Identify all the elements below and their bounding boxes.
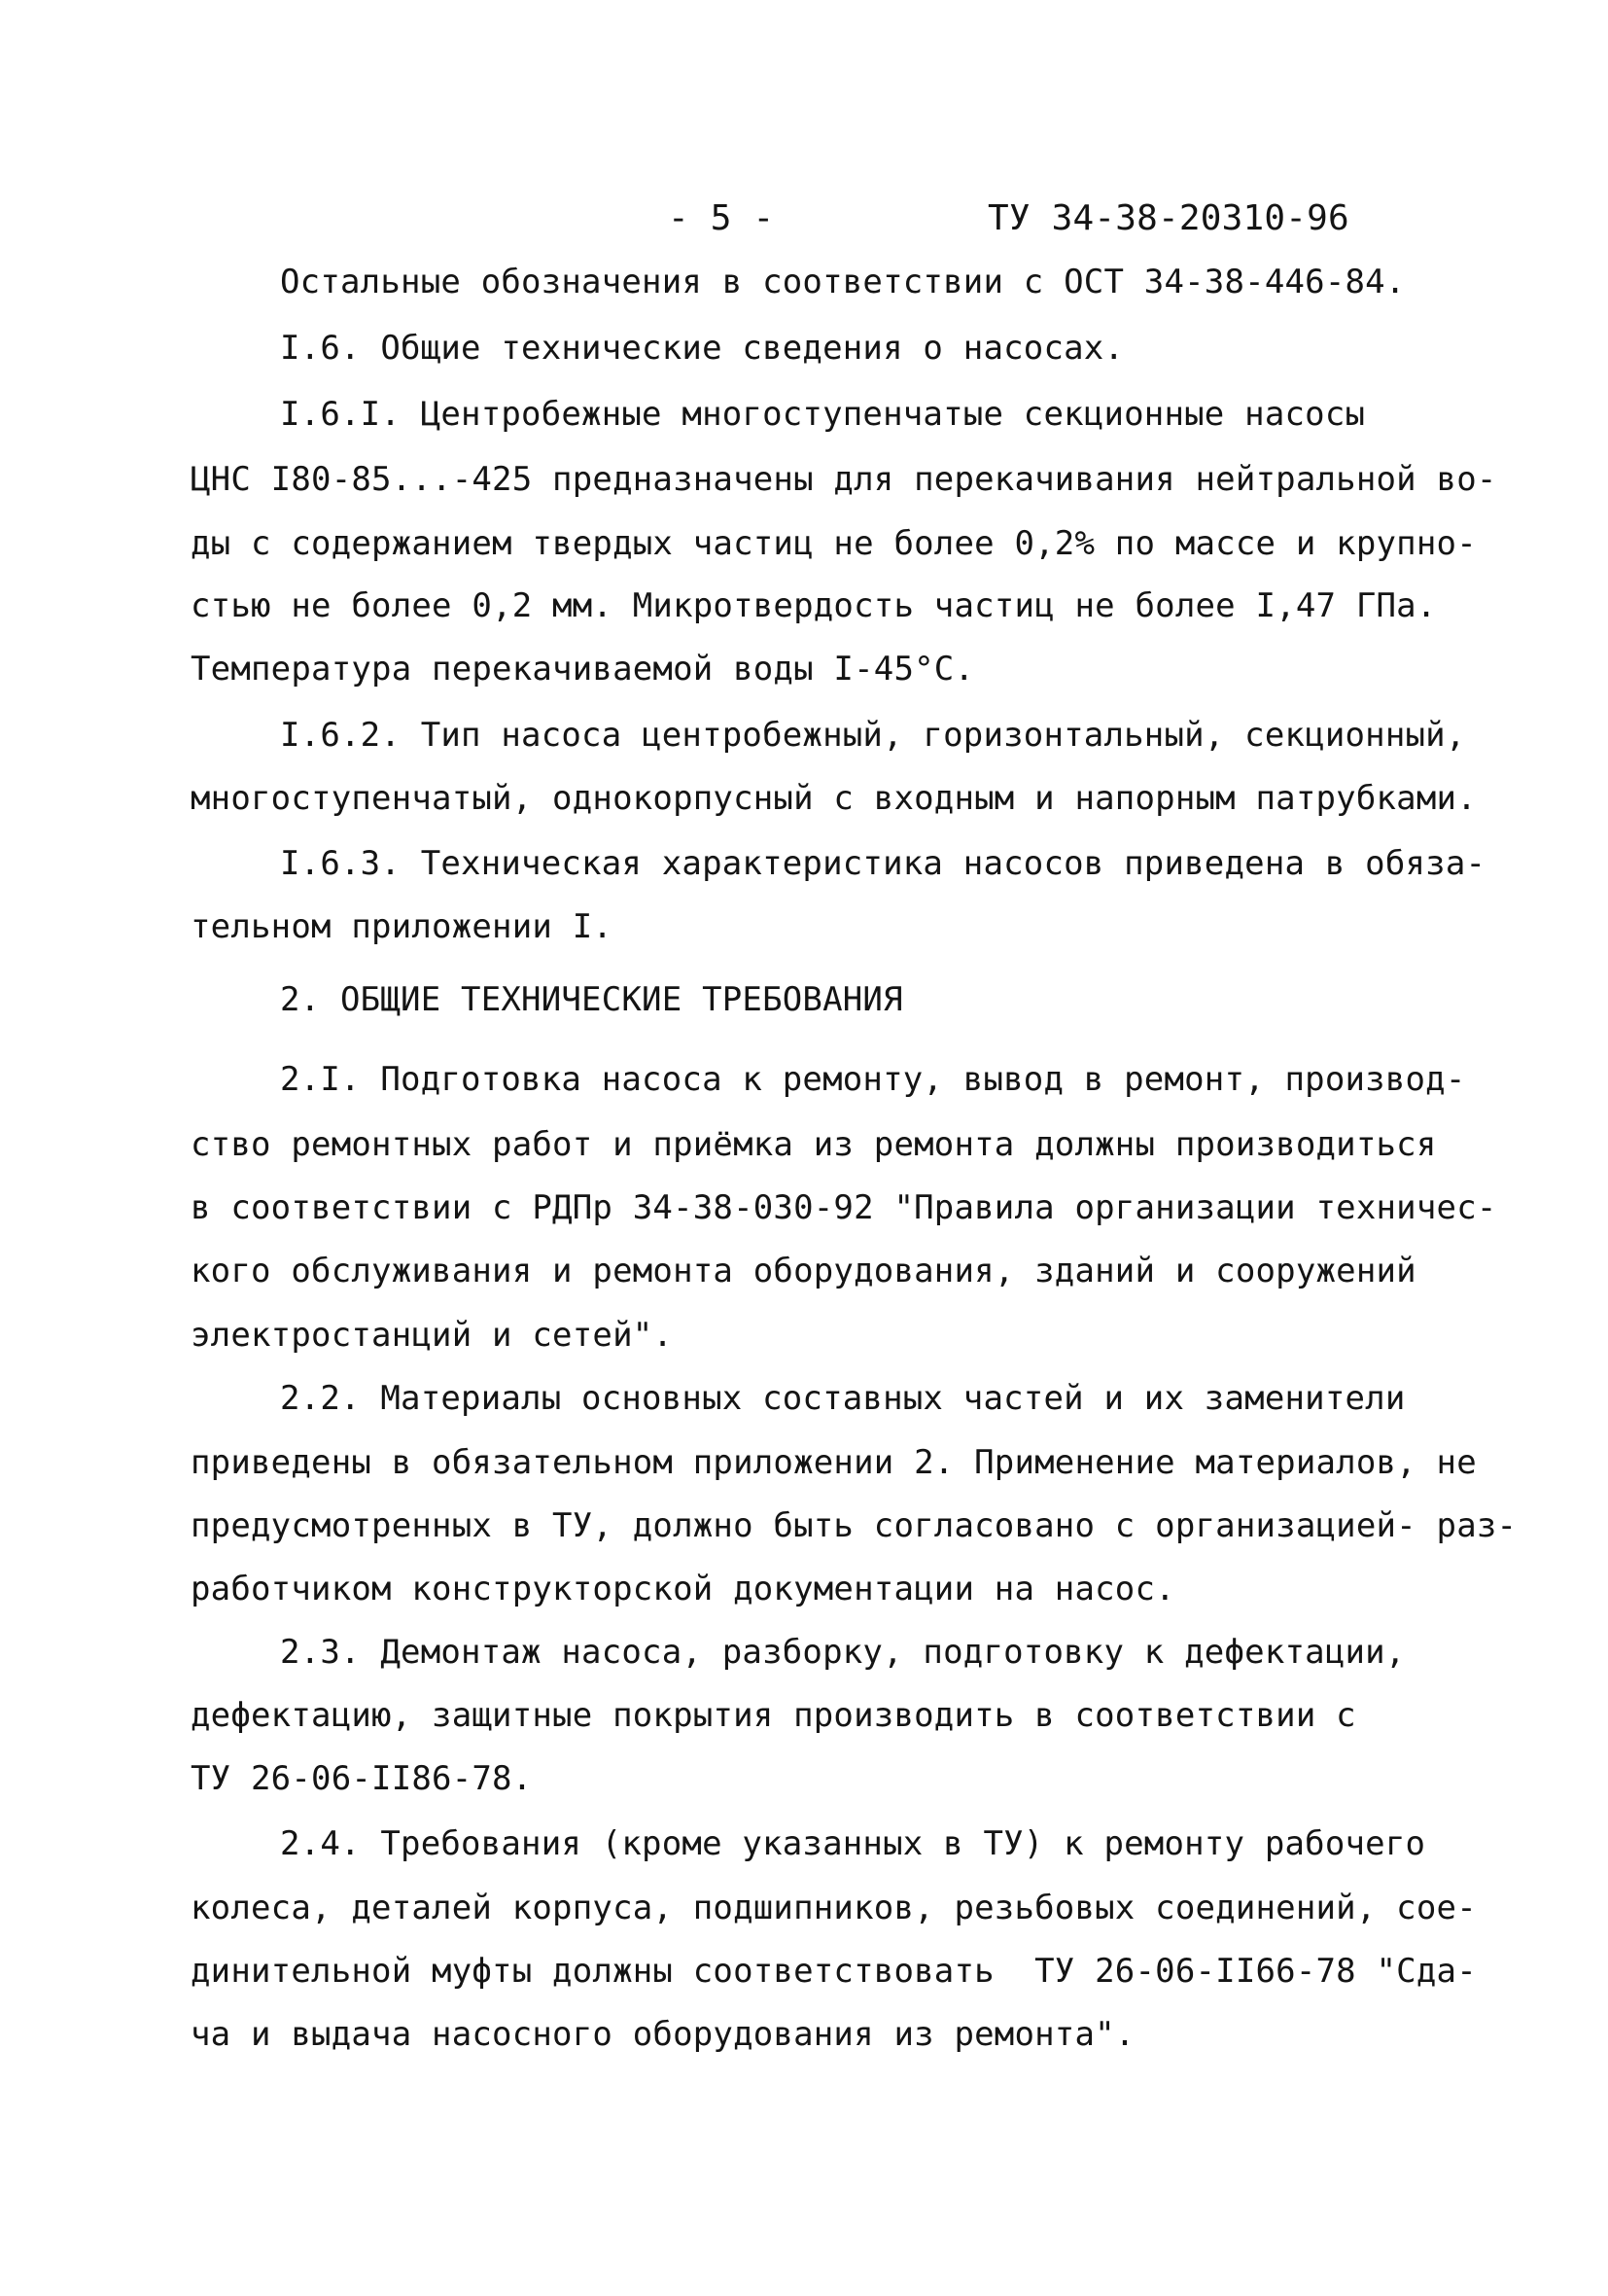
text-line: ча и выдача насосного оборудования из ремонта". (191, 2015, 1136, 2054)
section-heading: I.6. Общие технические сведения о насосах. (280, 329, 1125, 368)
document-code: ТУ 34-38-20310-96 (988, 198, 1349, 238)
text-line: 2.I. Подготовка насоса к ремонту, вывод в ремонт, производ- (280, 1060, 1466, 1099)
text-line: 2.2. Материалы основных составных частей и их заменители (280, 1379, 1406, 1418)
text-line: ТУ 26-06-II86-78. (191, 1759, 533, 1798)
text-line: кого обслуживания и ремонта оборудования, зданий и сооружений (191, 1252, 1416, 1290)
text-line: приведены в обязательном приложении 2. Применение материалов, не (191, 1443, 1477, 1482)
text-line: ды с содержанием твердых частиц не более 0,2% по массе и крупно- (191, 524, 1477, 563)
text-line: дефектацию, защитные покрытия производить в соответствии с (191, 1696, 1356, 1735)
text-line: многоступенчатый, однокорпусный с входным и напорным патрубками. (191, 779, 1477, 818)
text-line: Остальные обозначения в соответствии с ОСТ 34-38-446-84. (280, 263, 1406, 301)
text-line: тельном приложении I. (191, 907, 613, 946)
text-line: электростанций и сетей". (191, 1316, 674, 1355)
text-line: колеса, деталей корпуса, подшипников, резьбовых соединений, сое- (191, 1889, 1477, 1927)
text-line: ство ремонтных работ и приёмка из ремонта должны производиться (191, 1125, 1437, 1164)
text-line: стью не более 0,2 мм. Микротвердость частиц не более I,47 ГПа. (191, 586, 1437, 625)
text-line: предусмотренных в ТУ, должно быть согласовано с организацией- раз- (191, 1506, 1518, 1545)
text-line: 2.3. Демонтаж насоса, разборку, подготовку к дефектации, (280, 1633, 1406, 1672)
text-line: динительной муфты должны соответствовать ТУ 26-06-II66-78 "Сда- (191, 1952, 1477, 1991)
text-line: работчиком конструкторской документации на насос. (191, 1570, 1175, 1608)
text-line: I.6.I. Центробежные многоступенчатые секционные насосы (280, 395, 1366, 434)
text-line: в соответствии с РДПр 34-38-030-92 "Правила организации техничес- (191, 1188, 1497, 1227)
page-number: - 5 - (668, 198, 775, 238)
text-line: I.6.3. Техническая характеристика насосов приведена в обяза- (280, 844, 1486, 883)
text-line: Температура перекачиваемой воды I-45°С. (191, 650, 975, 689)
text-line: I.6.2. Тип насоса центробежный, горизонтальный, секционный, (280, 716, 1466, 755)
text-line: 2.4. Требования (кроме указанных в ТУ) к ремонту рабочего (280, 1824, 1426, 1863)
section-heading: 2. ОБЩИЕ ТЕХНИЧЕСКИЕ ТРЕБОВАНИЯ (280, 980, 903, 1019)
text-line: ЦНС I80-85...-425 предназначены для перекачивания нейтральной во- (191, 460, 1497, 499)
